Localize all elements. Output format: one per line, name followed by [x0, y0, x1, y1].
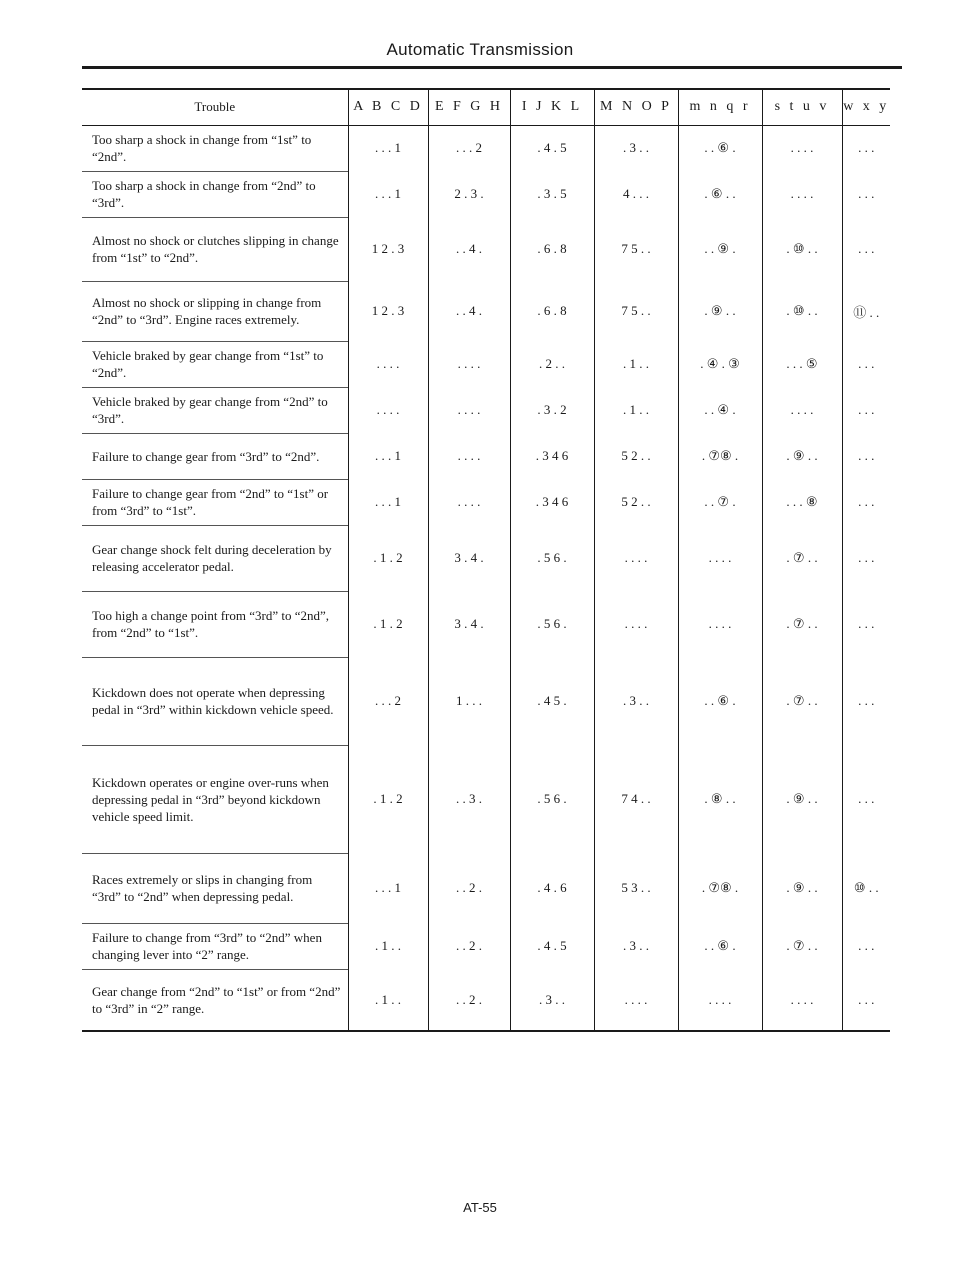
- check-cell-mnqr: . . ⑥ .: [678, 657, 762, 745]
- table-row: [82, 969, 890, 1031]
- check-cell-abcd: . . . .: [348, 387, 428, 433]
- header-stuv: s t u v: [762, 89, 842, 125]
- header-efgh: E F G H: [428, 89, 510, 125]
- check-cell-mnqr: . ⑦⑧ .: [678, 853, 762, 923]
- check-cell-abcd: . . . 1: [348, 171, 428, 217]
- check-cell-stuv: . ⑦ . .: [762, 525, 842, 591]
- check-cell-mnop: 5 3 . .: [594, 853, 678, 923]
- check-cell-efgh: . . 4 .: [428, 217, 510, 281]
- table-row: [82, 745, 890, 853]
- table-row: [82, 281, 890, 341]
- check-cell-ijkl: . 3 . 2: [510, 387, 594, 433]
- check-cell-stuv: . . . .: [762, 387, 842, 433]
- check-cell-stuv: . . . .: [762, 171, 842, 217]
- check-cell-mnop: 7 5 . .: [594, 281, 678, 341]
- check-cell-efgh: 2 . 3 .: [428, 171, 510, 217]
- trouble-description: Kickdown operates or engine over-runs when depressing pedal in “3rd” beyond kickdown vehicle speed limit.: [82, 745, 348, 853]
- check-cell-mnqr: . . ⑥ .: [678, 125, 762, 171]
- trouble-description: Kickdown does not operate when depressing pedal in “3rd” within kickdown vehicle speed.: [82, 657, 348, 745]
- check-cell-ijkl: . 3 . 5: [510, 171, 594, 217]
- table-row: [82, 217, 890, 281]
- check-cell-wxy: . . .: [842, 217, 890, 281]
- check-cell-ijkl: . 2 . .: [510, 341, 594, 387]
- check-cell-mnqr: . ⑧ . .: [678, 745, 762, 853]
- check-cell-mnop: 5 2 . .: [594, 479, 678, 525]
- check-cell-efgh: 3 . 4 .: [428, 525, 510, 591]
- trouble-description: Failure to change gear from “2nd” to “1st” or from “3rd” to “1st”.: [82, 479, 348, 525]
- trouble-diagnosis-table: [82, 88, 890, 1032]
- table-row: [82, 657, 890, 745]
- check-cell-stuv: . ⑨ . .: [762, 433, 842, 479]
- check-cell-abcd: . . . 1: [348, 479, 428, 525]
- check-cell-mnop: . . . .: [594, 969, 678, 1031]
- page-title: Automatic Transmission: [386, 40, 574, 59]
- trouble-description: Failure to change gear from “3rd” to “2nd”.: [82, 433, 348, 479]
- page-number: AT-55: [463, 1200, 497, 1215]
- header-wxy: w x y: [842, 89, 890, 125]
- check-cell-mnop: . 1 . .: [594, 387, 678, 433]
- table-row: [82, 591, 890, 657]
- check-cell-wxy: . . .: [842, 657, 890, 745]
- table-row: [82, 125, 890, 171]
- check-cell-mnqr: . . . .: [678, 969, 762, 1031]
- check-cell-abcd: . 1 . 2: [348, 525, 428, 591]
- check-cell-mnqr: . ⑨ . .: [678, 281, 762, 341]
- trouble-description: Too sharp a shock in change from “1st” to “2nd”.: [92, 132, 312, 164]
- check-cell-mnqr: . . . .: [678, 591, 762, 657]
- check-cell-stuv: . ⑦ . .: [762, 923, 842, 969]
- check-cell-abcd: . . . 1: [348, 853, 428, 923]
- check-cell-stuv: . ⑦ . .: [762, 657, 842, 745]
- check-cell-wxy: . . .: [842, 525, 890, 591]
- check-cell-efgh: . . 2 .: [428, 969, 510, 1031]
- check-cell-stuv: . ⑨ . .: [762, 745, 842, 853]
- check-cell-mnqr: . . ⑥ .: [678, 923, 762, 969]
- check-cell-efgh: 1 . . .: [428, 657, 510, 745]
- check-cell-wxy: . . .: [842, 171, 890, 217]
- check-cell-mnop: . . . .: [594, 591, 678, 657]
- check-cell-stuv: . . . ⑧: [762, 479, 842, 525]
- check-cell-stuv: . . . .: [762, 969, 842, 1031]
- check-cell-ijkl: . 6 . 8: [510, 217, 594, 281]
- check-cell-abcd: . 1 . .: [348, 969, 428, 1031]
- check-cell-mnqr: . ④ . ③: [678, 341, 762, 387]
- check-cell-stuv: . . . .: [762, 125, 842, 171]
- header-mnqr: m n q r: [678, 89, 762, 125]
- header-ijkl: I J K L: [510, 89, 594, 125]
- trouble-description: Almost no shock or clutches slipping in change from “1st” to “2nd”.: [82, 217, 348, 281]
- check-cell-mnop: 5 2 . .: [594, 433, 678, 479]
- check-cell-abcd: 1 2 . 3: [348, 217, 428, 281]
- check-cell-efgh: . . . .: [428, 479, 510, 525]
- table-row: [82, 341, 890, 387]
- check-cell-wxy: . . .: [842, 969, 890, 1031]
- check-cell-mnop: . 3 . .: [594, 125, 678, 171]
- trouble-description: Races extremely or slips in changing from “3rd” to “2nd” when depressing pedal.: [82, 853, 348, 923]
- check-cell-mnqr: . ⑦⑧ .: [678, 433, 762, 479]
- table-row: [82, 923, 890, 969]
- check-cell-ijkl: . 5 6 .: [510, 591, 594, 657]
- table-row: [82, 525, 890, 591]
- check-cell-efgh: . . 2 .: [428, 853, 510, 923]
- check-cell-wxy: . . .: [842, 923, 890, 969]
- check-cell-ijkl: . 4 . 6: [510, 853, 594, 923]
- check-cell-mnqr: . . ④ .: [678, 387, 762, 433]
- trouble-description: Gear change from “2nd” to “1st” or from “2nd” to “3rd” in “2” range.: [82, 969, 348, 1031]
- check-cell-efgh: 3 . 4 .: [428, 591, 510, 657]
- check-cell-stuv: . ⑦ . .: [762, 591, 842, 657]
- header-mnop: M N O P: [594, 89, 678, 125]
- check-cell-ijkl: . 6 . 8: [510, 281, 594, 341]
- check-cell-abcd: 1 2 . 3: [348, 281, 428, 341]
- header-abcd: A B C D: [348, 89, 428, 125]
- check-cell-wxy: ⑩ . .: [842, 853, 890, 923]
- check-cell-wxy: . . .: [842, 387, 890, 433]
- check-cell-mnop: 7 5 . .: [594, 217, 678, 281]
- check-cell-wxy: . . .: [842, 591, 890, 657]
- check-cell-stuv: . . . ⑤: [762, 341, 842, 387]
- check-cell-abcd: . . . 2: [348, 657, 428, 745]
- trouble-description: Failure to change from “3rd” to “2nd” when changing lever into “2” range.: [82, 923, 348, 969]
- check-cell-mnqr: . . ⑦ .: [678, 479, 762, 525]
- check-cell-mnop: 7 4 . .: [594, 745, 678, 853]
- check-cell-wxy: . . .: [842, 433, 890, 479]
- table-row: [82, 387, 890, 433]
- check-cell-efgh: . . . .: [428, 341, 510, 387]
- check-cell-abcd: . 1 . .: [348, 923, 428, 969]
- table-header-row: [82, 89, 890, 125]
- check-cell-ijkl: . 3 . .: [510, 969, 594, 1031]
- check-cell-abcd: . . . 1: [348, 125, 428, 171]
- check-cell-ijkl: . 4 . 5: [510, 125, 594, 171]
- table-row: [82, 853, 890, 923]
- table-row: [82, 479, 890, 525]
- check-cell-stuv: . ⑩ . .: [762, 217, 842, 281]
- check-cell-efgh: . . 4 .: [428, 281, 510, 341]
- check-cell-abcd: . . . 1: [348, 433, 428, 479]
- check-cell-mnop: 4 . . .: [594, 171, 678, 217]
- check-cell-wxy: ⑪ . .: [842, 281, 890, 341]
- check-cell-wxy: . . .: [842, 341, 890, 387]
- header-trouble: Trouble: [82, 89, 348, 125]
- trouble-description: Gear change shock felt during deceleration by releasing accelerator pedal.: [82, 525, 348, 591]
- check-cell-stuv: . ⑩ . .: [762, 281, 842, 341]
- check-cell-mnqr: . ⑥ . .: [678, 171, 762, 217]
- trouble-description: Vehicle braked by gear change from “2nd” to “3rd”.: [82, 387, 348, 433]
- trouble-description: Almost no shock or slipping in change from “2nd” to “3rd”. Engine races extremely.: [82, 281, 348, 341]
- check-cell-ijkl: . 5 6 .: [510, 525, 594, 591]
- trouble-description: Too sharp a shock in change from “2nd” to “3rd”.: [82, 171, 348, 217]
- table-row: [82, 433, 890, 479]
- check-cell-efgh: . . . 2: [428, 125, 510, 171]
- check-cell-wxy: . . .: [842, 125, 890, 171]
- table-body: [82, 125, 890, 1031]
- check-cell-mnop: . 3 . .: [594, 923, 678, 969]
- check-cell-efgh: . . . .: [428, 433, 510, 479]
- title-rule: [82, 66, 902, 69]
- check-cell-ijkl: . 4 5 .: [510, 657, 594, 745]
- check-cell-efgh: . . . .: [428, 387, 510, 433]
- check-cell-abcd: . 1 . 2: [348, 745, 428, 853]
- trouble-description: Too high a change point from “3rd” to “2nd”, from “2nd” to “1st”.: [82, 591, 348, 657]
- check-cell-wxy: . . .: [842, 479, 890, 525]
- check-cell-efgh: . . 2 .: [428, 923, 510, 969]
- check-cell-mnqr: . . ⑨ .: [678, 217, 762, 281]
- check-cell-mnop: . . . .: [594, 525, 678, 591]
- check-cell-mnop: . 3 . .: [594, 657, 678, 745]
- check-cell-stuv: . ⑨ . .: [762, 853, 842, 923]
- check-cell-mnqr: . . . .: [678, 525, 762, 591]
- table-row: [82, 171, 890, 217]
- trouble-description: Vehicle braked by gear change from “1st” to “2nd”.: [82, 341, 348, 387]
- check-cell-mnop: . 1 . .: [594, 341, 678, 387]
- check-cell-efgh: . . 3 .: [428, 745, 510, 853]
- check-cell-abcd: . 1 . 2: [348, 591, 428, 657]
- check-cell-abcd: . . . .: [348, 341, 428, 387]
- check-cell-ijkl: . 3 4 6: [510, 479, 594, 525]
- check-cell-wxy: . . .: [842, 745, 890, 853]
- check-cell-ijkl: . 3 4 6: [510, 433, 594, 479]
- check-cell-ijkl: . 5 6 .: [510, 745, 594, 853]
- check-cell-ijkl: . 4 . 5: [510, 923, 594, 969]
